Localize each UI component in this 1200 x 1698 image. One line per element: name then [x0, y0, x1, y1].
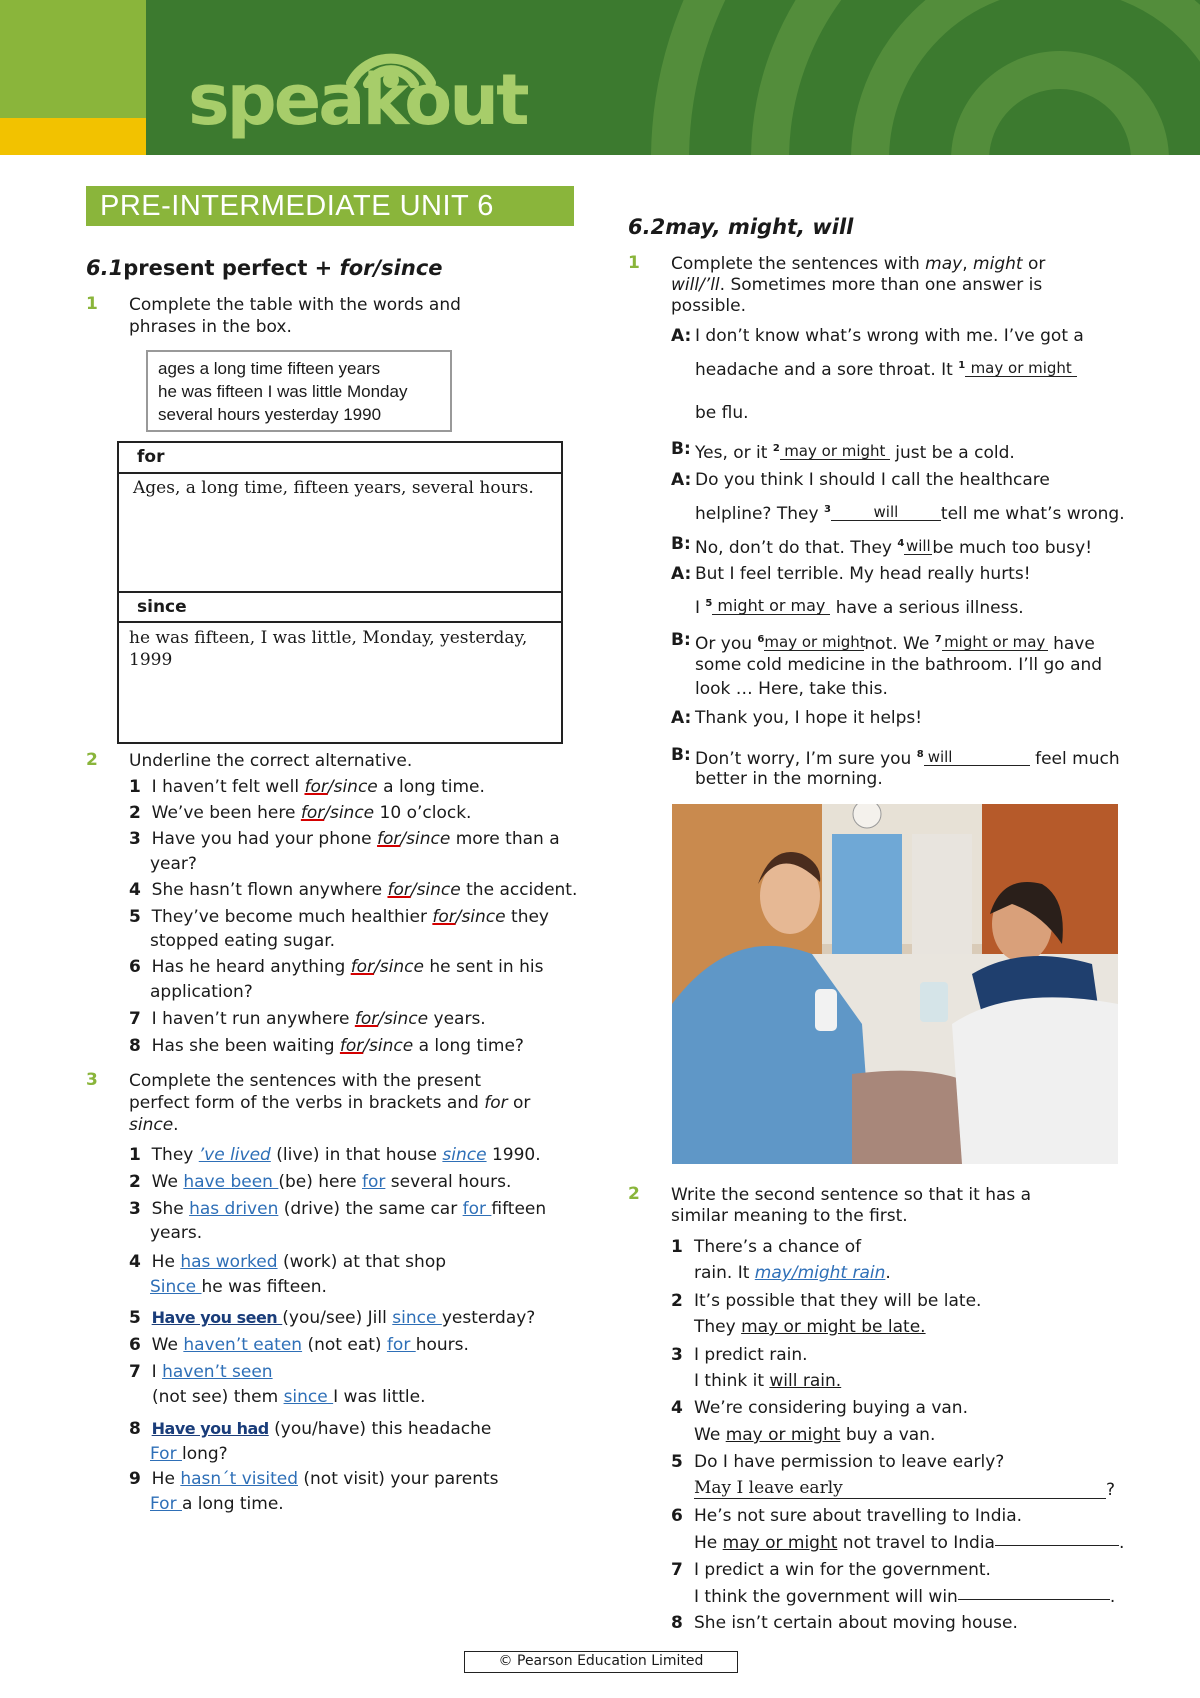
- section-number: 6.2: [628, 215, 666, 239]
- ex3-item-7-cont: (not see) them since I was little.: [152, 1387, 426, 1407]
- dialogue-line: be flu.: [695, 403, 749, 423]
- dialogue-line: But I feel terrible. My head really hurts!: [695, 564, 1031, 584]
- answer[interactable]: Have you seen: [151, 1308, 283, 1327]
- dialogue-line: Thank you, I hope it helps!: [695, 708, 923, 728]
- answer-blank[interactable]: might or may: [942, 634, 1048, 651]
- answer[interactable]: ’ve lived: [198, 1145, 271, 1165]
- ex3-item-2: 2 We have been (be) here for several hours.: [129, 1172, 512, 1192]
- instruction: phrases in the box.: [129, 317, 292, 337]
- rewrite-line: We may or might buy a van.: [694, 1425, 936, 1445]
- ex3-item-8: 8 Have you had (you/have) this headache: [129, 1419, 492, 1439]
- ex3-item-6: 6 We haven’t eaten (not eat) for hours.: [129, 1335, 469, 1355]
- rewrite-line: He may or might not travel to India .: [694, 1533, 1125, 1553]
- prompt-sentence: There’s a chance of: [694, 1237, 862, 1257]
- word-box: [146, 350, 452, 432]
- header-accent-block: [0, 0, 146, 118]
- speaker-label: A:: [671, 564, 692, 584]
- ex2-item: 2 We’ve been here for/since 10 o’clock.: [129, 803, 472, 823]
- section-6-1-heading: 6.1present perfect + for/since: [86, 256, 443, 280]
- alternative-choice[interactable]: for/since: [387, 880, 461, 900]
- exercise-number: 2: [86, 750, 98, 770]
- section-6-2-heading: 6.2may, might, will: [628, 215, 854, 239]
- speaker-label: A:: [671, 470, 692, 490]
- prompt-sentence: Do I have permission to leave early?: [694, 1452, 1005, 1472]
- answer-blank[interactable]: [958, 1599, 1110, 1600]
- answer[interactable]: for: [462, 1199, 492, 1219]
- instruction: Write the second sentence so that it has a: [671, 1185, 1032, 1205]
- rewrite-line: May I leave early ?: [694, 1478, 1116, 1500]
- answer[interactable]: For: [150, 1494, 182, 1514]
- logo-text: speakout: [188, 59, 527, 141]
- instruction: will/’ll. Sometimes more than one answer is: [671, 275, 1043, 295]
- word-box-line: he was fifteen I was little Monday: [158, 382, 408, 401]
- for-answer[interactable]: Ages, a long time, fifteen years, several hours.: [133, 478, 534, 498]
- ex3-item-3-cont: years.: [150, 1223, 203, 1243]
- header-yellow-block: [0, 118, 146, 155]
- prompt-sentence: We’re considering buying a van.: [694, 1398, 968, 1418]
- ex2-item-cont: application?: [150, 982, 253, 1002]
- prompt-sentence: I predict a win for the government.: [694, 1560, 991, 1580]
- speaker-label: A:: [671, 708, 692, 728]
- ex2-item: 5 They’ve become much healthier for/since they: [129, 907, 549, 927]
- speaker-label: B:: [671, 745, 691, 765]
- unit-title: PRE-INTERMEDIATE UNIT 6: [86, 186, 574, 226]
- item-number: 4: [671, 1398, 683, 1418]
- dialogue-line: helpline? They $^3$ will tell me what’s wrong.: [695, 503, 1125, 524]
- dialogue-line: better in the morning.: [695, 769, 883, 789]
- ex2-item-cont: stopped eating sugar.: [150, 931, 336, 951]
- dialogue-line: Don’t worry, I’m sure you $^8$ will feel much: [695, 748, 1120, 769]
- exercise-number: 3: [86, 1070, 98, 1090]
- exercise-number: 2: [628, 1184, 640, 1204]
- ex2-item: 4 She hasn’t flown anywhere for/since the accident.: [129, 880, 578, 900]
- item-number: 2: [671, 1291, 683, 1311]
- dialogue-line: I $^5$ might or may have a serious illness.: [695, 596, 1024, 618]
- instruction: Underline the correct alternative.: [129, 751, 413, 771]
- alternative-choice[interactable]: for/since: [377, 829, 451, 849]
- speaker-label: B:: [671, 439, 691, 459]
- header-arcs-decoration: [580, 0, 1200, 155]
- ex3-item-4: 4 He has worked (work) at that shop: [129, 1252, 447, 1272]
- ex2-item-cont: year?: [150, 854, 197, 874]
- answer[interactable]: hasn´t visited: [180, 1469, 298, 1489]
- ex3-item-5: 5 Have you seen (you/see) Jill since yesterday?: [129, 1308, 536, 1328]
- answer[interactable]: haven’t seen: [162, 1362, 273, 1382]
- instruction: Complete the table with the words and: [129, 295, 461, 315]
- answer[interactable]: For: [150, 1444, 182, 1464]
- ex3-item-8-cont: For long?: [150, 1444, 228, 1464]
- instruction: perfect form of the verbs in brackets and for or: [129, 1093, 531, 1113]
- item-number: 6: [671, 1506, 683, 1526]
- dialogue-line: look … Here, take this.: [695, 679, 888, 699]
- rewrite-line: I think it will rain.: [694, 1371, 842, 1391]
- answer-blank[interactable]: may or might: [764, 633, 866, 651]
- answer[interactable]: Since: [150, 1277, 202, 1297]
- alternative-choice[interactable]: for/since: [339, 1036, 414, 1056]
- ex2-item: 3 Have you had your phone for/since more than a: [129, 829, 560, 849]
- item-number: 7: [671, 1560, 683, 1580]
- alternative-choice[interactable]: for/since: [304, 777, 378, 797]
- ex2-item: 6 Has he heard anything for/since he sent in his: [129, 957, 544, 977]
- dialogue-line: headache and a sore throat. It $^1$ may or might: [695, 355, 1077, 381]
- section-number: 6.1: [86, 256, 124, 280]
- speaker-label: A:: [671, 326, 692, 346]
- item-number: 3: [671, 1345, 683, 1365]
- alternative-choice[interactable]: for/since: [432, 907, 506, 927]
- ex3-item-3: 3 She has driven (drive) the same car for fifteen: [129, 1199, 547, 1219]
- for-header: for: [137, 447, 165, 467]
- page-header: [0, 0, 1200, 155]
- photo-two-women: [672, 804, 1118, 1164]
- dialogue-line: I don’t know what’s wrong with me. I’ve got a: [695, 326, 1084, 346]
- prompt-sentence: It’s possible that they will be late.: [694, 1291, 982, 1311]
- instruction: since.: [129, 1115, 179, 1135]
- speaker-label: B:: [671, 630, 691, 650]
- answer[interactable]: may/might rain: [754, 1263, 886, 1283]
- copyright-footer: © Pearson Education Limited: [464, 1651, 738, 1673]
- instruction: possible.: [671, 296, 747, 316]
- answer[interactable]: have been: [183, 1172, 279, 1192]
- answer-blank[interactable]: may or might: [780, 443, 890, 460]
- ex3-item-1: 1 They ’ve lived (live) in that house since 1990.: [129, 1145, 541, 1165]
- for-since-table: [117, 441, 563, 744]
- instruction: Complete the sentences with the present: [129, 1071, 482, 1091]
- answer[interactable]: May I leave early: [694, 1478, 1106, 1499]
- answer[interactable]: has driven: [189, 1199, 279, 1219]
- since-header: since: [137, 597, 187, 617]
- since-answer[interactable]: 1999: [129, 650, 173, 670]
- speaker-label: B:: [671, 534, 691, 554]
- item-number: 5: [671, 1452, 683, 1472]
- since-answer[interactable]: he was fifteen, I was little, Monday, yesterday,: [129, 628, 528, 648]
- ex3-item-7: 7 I haven’t seen: [129, 1362, 273, 1382]
- answer[interactable]: will rain.: [769, 1371, 842, 1391]
- answer[interactable]: for: [362, 1172, 386, 1192]
- dialogue-line: Do you think I should I call the healthcare: [695, 470, 1050, 490]
- prompt-sentence: I predict rain.: [694, 1345, 808, 1365]
- answer-blank[interactable]: might or may: [712, 598, 830, 615]
- item-number: 1: [671, 1237, 683, 1257]
- word-box-line: several hours yesterday 1990: [158, 405, 382, 424]
- instruction: Complete the sentences with may, might or: [671, 254, 1046, 274]
- answer[interactable]: since: [442, 1145, 487, 1165]
- ex3-item-4-cont: Since he was fifteen.: [150, 1277, 327, 1297]
- ex2-item: 7 I haven’t run anywhere for/since years.: [129, 1009, 486, 1029]
- ex2-item: 8 Has she been waiting for/since a long time?: [129, 1036, 524, 1056]
- answer-blank[interactable]: may or might: [965, 360, 1077, 377]
- prompt-sentence: He’s not sure about travelling to India.: [694, 1506, 1023, 1526]
- rewrite-line: They may or might be late.: [694, 1317, 926, 1337]
- dialogue-line: No, don’t do that. They $^4$ willbe much too busy!: [695, 537, 1093, 558]
- alternative-choice[interactable]: for/since: [354, 1009, 429, 1029]
- answer[interactable]: haven’t eaten: [183, 1335, 303, 1355]
- answer[interactable]: for: [386, 1335, 416, 1355]
- answer[interactable]: may or might: [725, 1425, 841, 1445]
- rewrite-line: rain. It may/might rain.: [694, 1263, 891, 1283]
- ex3-item-9-cont: For a long time.: [150, 1494, 284, 1514]
- answer-blank[interactable]: will: [924, 749, 1030, 766]
- dialogue-line: Yes, or it $^2$ may or might just be a cold.: [695, 442, 1015, 463]
- instruction: similar meaning to the first.: [671, 1206, 908, 1226]
- prompt-sentence: She isn’t certain about moving house.: [694, 1613, 1018, 1633]
- exercise-number: 1: [86, 294, 98, 314]
- exercise-number: 1: [628, 253, 640, 273]
- answer-blank[interactable]: will: [905, 537, 931, 555]
- answer[interactable]: Have you had: [151, 1419, 269, 1438]
- answer[interactable]: since: [283, 1387, 334, 1407]
- answer-blank[interactable]: will: [831, 504, 941, 521]
- alternative-choice[interactable]: for/since: [350, 957, 424, 977]
- dialogue-line: Or you $^6$may or mightnot. We $^7$ might or may have: [695, 633, 1095, 654]
- answer[interactable]: may or might: [722, 1533, 838, 1553]
- answer-blank[interactable]: [995, 1545, 1119, 1546]
- ex2-item: 1 I haven’t felt well for/since a long time.: [129, 777, 485, 797]
- word-box-line: ages a long time fifteen years: [158, 359, 381, 378]
- alternative-choice[interactable]: for/since: [300, 803, 375, 823]
- answer[interactable]: since: [392, 1308, 442, 1328]
- answer[interactable]: has worked: [180, 1252, 278, 1272]
- answer[interactable]: may or might be late.: [741, 1317, 926, 1337]
- rewrite-line: I think the government will win .: [694, 1587, 1116, 1607]
- ex3-item-9: 9 He hasn´t visited (not visit) your parents: [129, 1469, 499, 1489]
- dialogue-line: some cold medicine in the bathroom. I’ll go and: [695, 655, 1103, 675]
- item-number: 8: [671, 1613, 683, 1633]
